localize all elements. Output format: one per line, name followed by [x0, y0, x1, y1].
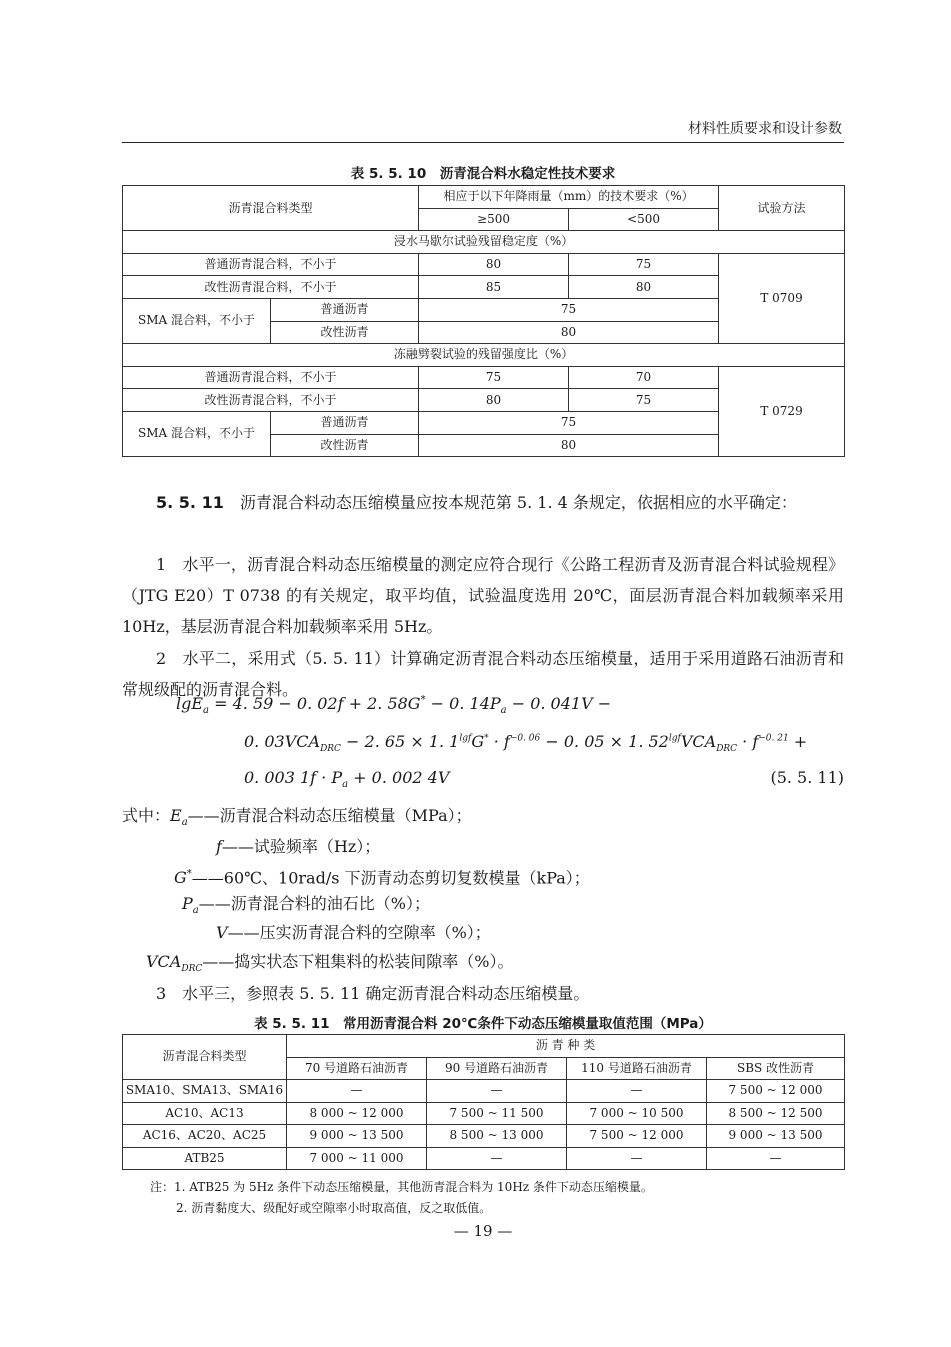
table-row [123, 366, 845, 389]
definition-Ea: ——沥青混合料动态压缩模量（MPa）； [187, 806, 472, 825]
equation-line-1: lgE$_a$ = 4. 59 − 0. 02f + 2. 58G* − 0. $14P_a - 0$. 041V − [176, 694, 612, 717]
symbol-VCA: $VCA_{DRC}$ [146, 952, 203, 975]
definition-Pa: ——沥青混合料的油石比（%）； [198, 894, 430, 913]
table-cell: SMA 混合料，不小于 [123, 298, 271, 343]
table-cell: 70 [569, 366, 719, 389]
page-number: — 19 — [453, 1222, 513, 1240]
table-cell: 8 000 ~ 12 000 [287, 1102, 427, 1125]
table-cell: 85 [419, 276, 569, 299]
symbol-V: V [216, 923, 228, 942]
table-cell: 改性沥青混合料，不小于 [123, 276, 419, 299]
table-cell: 普通沥青 [271, 411, 419, 434]
header-cell: 90 号道路石油沥青 [427, 1057, 567, 1080]
method-cell: T 0729 [719, 366, 845, 456]
table-cell: 80 [419, 389, 569, 412]
table-row [123, 253, 845, 276]
section-intro [122, 487, 844, 518]
table-cell: 9 000 ~ 13 500 [287, 1125, 427, 1148]
header-cell: 沥青混合料类型 [123, 1035, 287, 1080]
table-cell: 7 500 ~ 11 500 [427, 1102, 567, 1125]
where-list-item [122, 803, 472, 836]
section-title-cell: 浸水马歇尔试验残留稳定度（%） [123, 231, 845, 254]
header-cell: 沥青混合料类型 [123, 186, 419, 231]
table-cell: 80 [419, 253, 569, 276]
table-cell: 改性沥青 [271, 434, 419, 457]
table-cell: 80 [419, 321, 719, 344]
definition-VCA: ——捣实状态下粗集料的松装间隙率（%）。 [202, 952, 514, 971]
table-row [123, 1035, 845, 1058]
table-note-2: 2. 沥青黏度大、级配好或空隙率小时取高值，反之取低值。 [176, 1201, 492, 1215]
table-cell: SMA 混合料，不小于 [123, 411, 271, 456]
table-row [123, 1147, 845, 1170]
table-cell: 80 [419, 434, 719, 457]
table-cell: 7 000 ~ 10 500 [567, 1102, 707, 1125]
section-number: 5. 5. 11 [156, 493, 224, 512]
dynamic-modulus-table [122, 1034, 845, 1170]
table-cell: AC16、AC20、AC25 [123, 1125, 287, 1148]
table-cell: 9 000 ~ 13 500 [707, 1125, 845, 1148]
level-two-paragraph: 2 水平二，采用式（5. 5. 11）计算确定沥青混合料动态压缩模量，适用于采用道路石油沥青和常规级配的沥青混合料。 [122, 649, 844, 699]
header-rule [122, 142, 844, 143]
header-cell: 试验方法 [719, 186, 845, 231]
table-row [123, 231, 845, 254]
header-cell: <500 [569, 208, 719, 231]
table-cell: — [707, 1147, 845, 1170]
table-cell: 7 000 ~ 11 000 [287, 1147, 427, 1170]
equation-line-3: 0. 003 $1f \cdot P_a + 0$. 002 4V [244, 768, 450, 791]
table-cell: AC10、AC13 [123, 1102, 287, 1125]
section-intro-text: 沥青混合料动态压缩模量应按本规范第 5. 1. 4 条规定，依据相应的水平确定： [239, 493, 797, 512]
symbol-f: f [216, 837, 222, 856]
where-list-item [216, 920, 491, 946]
table1-caption: 表 5. 5. 10 沥青混合料水稳定性技术要求 [350, 166, 616, 182]
table-cell: 8 500 ~ 12 500 [707, 1102, 845, 1125]
symbol-Pa: $P_a$ [182, 894, 199, 917]
table-cell: 75 [419, 411, 719, 434]
definition-G: ——60℃、10rad/s 下沥青动态剪切复数模量（kPa）； [191, 868, 590, 888]
table-cell: 75 [419, 298, 719, 321]
method-cell: T 0709 [719, 253, 845, 343]
table-cell: 75 [569, 389, 719, 412]
table-cell: — [567, 1080, 707, 1103]
table-cell: 7 500 ~ 12 000 [567, 1125, 707, 1148]
table-cell: — [567, 1147, 707, 1170]
table-cell: — [427, 1147, 567, 1170]
where-list-item [216, 834, 380, 860]
symbol-G: G* [174, 868, 192, 888]
header-cell: 70 号道路石油沥青 [287, 1057, 427, 1080]
symbol-Ea: $E_a$ [170, 806, 188, 829]
header-cell: SBS 改性沥青 [707, 1057, 845, 1080]
header-cell: 相应于以下年降雨量（mm）的技术要求（%） [419, 186, 719, 209]
table-cell: 80 [569, 276, 719, 299]
table2-caption: 表 5. 5. 11 常用沥青混合料 20℃条件下动态压缩模量取值范围（MPa） [254, 1016, 712, 1032]
table-cell: — [287, 1080, 427, 1103]
table-cell: 8 500 ~ 13 000 [427, 1125, 567, 1148]
table-cell: 7 500 ~ 12 000 [707, 1080, 845, 1103]
definition-f: ——试验频率（Hz）； [221, 837, 381, 856]
table-row [123, 344, 845, 367]
level-one-paragraph: 1 水平一，沥青混合料动态压缩模量的测定应符合现行《公路工程沥青及沥青混合料试验规程》（JTG E20）T 0738 的有关规定，取平均值，试验温度选用 20℃，面层沥青混合料加载频率采用 10Hz，基层沥青混合料加载频率采用 5Hz。 [122, 555, 844, 636]
running-head: 材料性质要求和设计参数 [688, 121, 842, 137]
where-list-item [174, 862, 590, 891]
header-cell: 110 号道路石油沥青 [567, 1057, 707, 1080]
header-cell: 沥 青 种 类 [287, 1035, 845, 1058]
table-cell: 75 [419, 366, 569, 389]
definition-V: ——压实沥青混合料的空隙率（%）； [227, 923, 491, 942]
table-row [123, 1125, 845, 1148]
table-cell: 普通沥青混合料，不小于 [123, 253, 419, 276]
table-row [123, 1102, 845, 1125]
table-cell: 普通沥青 [271, 298, 419, 321]
equation-number: (5. 5. 11) [770, 768, 844, 787]
table-note-1: 注：1. ATB25 为 5Hz 条件下动态压缩模量，其他沥青混合料为 10Hz 条件下动态压缩模量。 [150, 1180, 653, 1194]
equation-line-2: 0. $03VCA_{DRC} - 2$. 65 × 1. $1^{lgf}G^* \cdot f^{-0. 06} - 0$. 05 × 1. $52^{lgf}VCA_{DRC} \cdot f^{-0. 21}$ + [244, 732, 808, 755]
table-cell: 改性沥青 [271, 321, 419, 344]
table-cell: 普通沥青混合料，不小于 [123, 366, 419, 389]
where-prefix: 式中： [122, 806, 171, 825]
table-cell: ATB25 [123, 1147, 287, 1170]
table-cell: SMA10、SMA13、SMA16 [123, 1080, 287, 1103]
table-cell: — [427, 1080, 567, 1103]
table-cell: 75 [569, 253, 719, 276]
level-three-paragraph: 3 水平三，参照表 5. 5. 11 确定沥青混合料动态压缩模量。 [156, 984, 590, 1003]
water-stability-table [122, 185, 845, 457]
section-title-cell: 冻融劈裂试验的残留强度比（%） [123, 344, 845, 367]
table-row [123, 186, 845, 209]
header-cell: ≥500 [419, 208, 569, 231]
table-row [123, 1080, 845, 1103]
table-cell: 改性沥青混合料，不小于 [123, 389, 419, 412]
